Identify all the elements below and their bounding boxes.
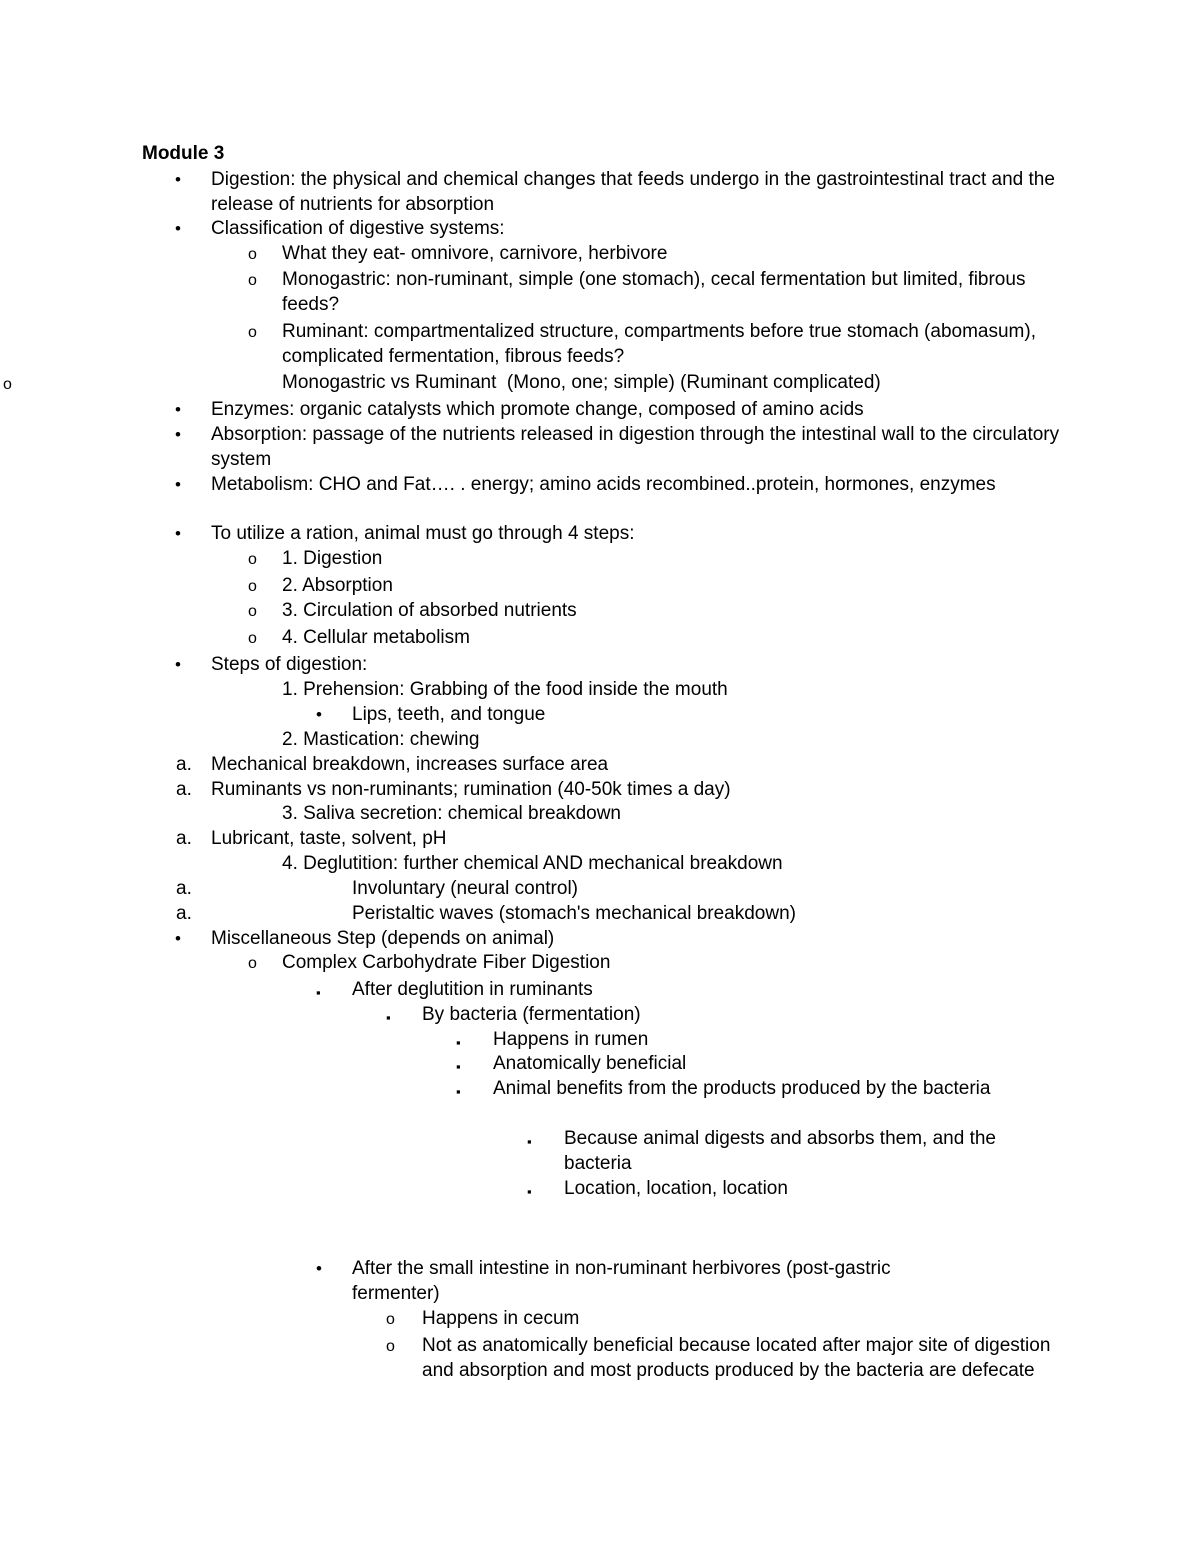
list-item-text: To utilize a ration, animal must go through 4 steps: [211,523,635,544]
list-item-text: Miscellaneous Step (depends on animal) [211,928,555,949]
bullet-marker: • [175,655,181,674]
list-item-text: 4. Deglutition: further chemical AND mechanical breakdown [282,853,783,874]
circle-bullet-marker: o [248,603,257,620]
list-item-text: Peristaltic waves (stomach's mechanical breakdown) [352,903,796,924]
circle-bullet-marker: o [248,324,257,341]
list-item-text: Digestion: the physical and chemical changes that feeds undergo in the gastrointestinal tract and the release of nutrients for absorption [211,169,1061,215]
list-item-text: 2. Absorption [282,575,393,596]
list-item-text: Because animal digests and absorbs them, and the bacteria [564,1128,1002,1174]
bullet-marker: • [175,425,181,444]
list-item-text: Location, location, location [564,1178,788,1199]
list-item-text: 3. Saliva secretion: chemical breakdown [282,803,622,824]
list-item-text: Steps of digestion: [211,654,368,675]
bullet-marker: • [175,929,181,948]
bullet-marker: • [175,170,181,189]
list-item-text: Happens in cecum [422,1308,580,1329]
bullet-marker: • [175,475,181,494]
letter-marker: a. [176,828,192,849]
circle-bullet-marker: o [386,1311,395,1328]
list-item-text: Lips, teeth, and tongue [352,704,546,725]
list-item-text: 1. Digestion [282,548,383,569]
square-bullet-marker: ▪ [527,1184,532,1199]
list-item-text: After deglutition in ruminants [352,979,593,1000]
bullet-marker: • [316,705,322,724]
square-bullet-marker: ▪ [456,1059,461,1074]
letter-marker: a. [176,754,192,775]
square-bullet-marker: ▪ [527,1134,532,1149]
circle-bullet-marker: o [386,1338,395,1355]
list-item-text: Monogastric vs Ruminant (Mono, one; simple) (Ruminant complicated) [282,372,881,393]
circle-bullet-marker: o [248,246,257,263]
page-title: Module 3 [142,143,225,164]
list-item-text: What they eat- omnivore, carnivore, herbivore [282,243,668,264]
circle-bullet-marker: o [248,551,257,568]
list-item-text: Absorption: passage of the nutrients released in digestion through the intestinal wall to the circulatory system [211,424,1065,470]
letter-marker: a. [176,878,192,899]
list-item-text: Anatomically beneficial [493,1053,687,1074]
bullet-marker: • [175,400,181,419]
list-item-text: 4. Cellular metabolism [282,627,470,648]
list-item-text: 3. Circulation of absorbed nutrients [282,600,577,621]
square-bullet-marker: ▪ [456,1035,461,1050]
circle-bullet-marker: o [248,272,257,289]
list-item-text: After the small intestine in non-ruminant herbivores (post-gastric fermenter) [352,1258,896,1304]
square-bullet-marker: ▪ [316,985,321,1000]
list-item-text: 2. Mastication: chewing [282,729,480,750]
letter-marker: a. [176,779,192,800]
list-item-text: Complex Carbohydrate Fiber Digestion [282,952,611,973]
circle-bullet-marker: o [248,955,257,972]
letter-marker: a. [176,903,192,924]
list-item-text: Animal benefits from the products produced by the bacteria [493,1078,991,1099]
circle-bullet-marker: o [248,578,257,595]
stray-list-marker: o [3,376,12,393]
list-item-text: Involuntary (neural control) [352,878,578,899]
list-item-text: Not as anatomically beneficial because located after major site of digestion and absorption and most products produced by the bacteria are defecate [422,1335,1056,1381]
bullet-marker: • [175,524,181,543]
list-item-text: Happens in rumen [493,1029,649,1050]
list-item-text: Ruminant: compartmentalized structure, compartments before true stomach (abomasum), complicated fermentation, fibrous feeds? [282,321,1042,367]
square-bullet-marker: ▪ [386,1010,391,1025]
list-item-text: By bacteria (fermentation) [422,1004,641,1025]
bullet-marker: • [175,219,181,238]
list-item-text: Lubricant, taste, solvent, pH [211,828,447,849]
list-item-text: Monogastric: non-ruminant, simple (one stomach), cecal fermentation but limited, fibrous feeds? [282,269,1031,315]
list-item-text: 1. Prehension: Grabbing of the food inside the mouth [282,679,728,700]
list-item-text: Mechanical breakdown, increases surface area [211,754,609,775]
circle-bullet-marker: o [248,630,257,647]
bullet-marker: • [316,1259,322,1278]
list-item-text: Classification of digestive systems: [211,218,505,239]
square-bullet-marker: ▪ [456,1084,461,1099]
list-item-text: Ruminants vs non-ruminants; rumination (40-50k times a day) [211,779,731,800]
list-item-text: Enzymes: organic catalysts which promote change, composed of amino acids [211,399,864,420]
list-item-text: Metabolism: CHO and Fat…. . energy; amino acids recombined..protein, hormones, enzymes [211,474,996,495]
